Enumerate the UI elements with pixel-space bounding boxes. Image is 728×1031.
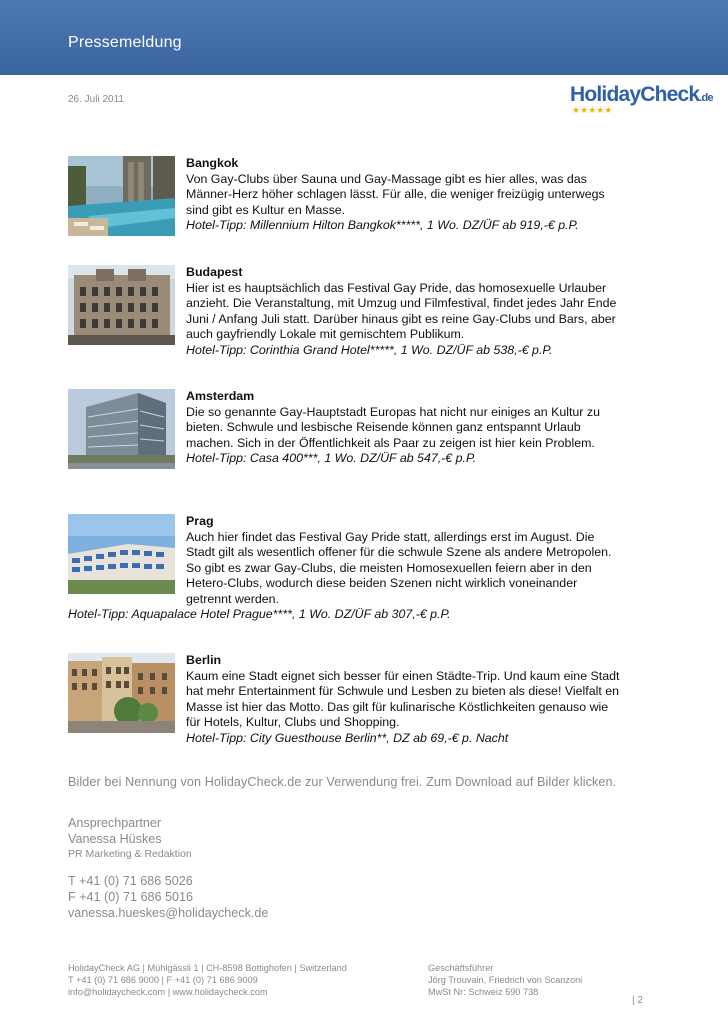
entry-title: Berlin xyxy=(186,653,222,667)
press-date: 26. Juli 2011 xyxy=(68,94,124,105)
entry-text-berlin xyxy=(186,653,666,746)
footer-links[interactable]: info@holidaycheck.com | www.holidaycheck.com xyxy=(68,987,268,997)
logo-stars-icon: ★★★★★ xyxy=(572,105,613,115)
page-title: Pressemeldung xyxy=(68,34,182,51)
entry-line: So gibt es zwar Gay-Clubs, die meisten Homosexuellen feiern aber in den xyxy=(186,560,592,575)
bangkok-photo[interactable] xyxy=(68,156,175,236)
entry-line: bieten. Schwule und lesbische Reisende können ganz entspannt Urlaub xyxy=(186,420,581,434)
footer-phone: T +41 (0) 71 686 9000 | F +41 (0) 71 686 9009 xyxy=(68,975,258,985)
entry-line: getrennt werden. xyxy=(186,591,279,606)
contact-label: Ansprechpartner xyxy=(68,816,162,830)
entry-text-bangkok xyxy=(186,156,666,234)
logo-check-text: Check xyxy=(640,83,700,106)
entry-line: Hetero-Clubs, wodurch diese beiden Szenen nicht wirklich voneinander xyxy=(186,576,578,590)
budapest-photo[interactable] xyxy=(68,265,175,345)
entry-text-amsterdam xyxy=(186,389,666,467)
entry-line: Von Gay-Clubs über Sauna und Gay-Massage gibt es hier alles, was das xyxy=(186,171,587,186)
footer-management-info xyxy=(428,962,582,998)
amsterdam-photo[interactable] xyxy=(68,389,175,469)
footer-management-names: Jörg Trouvain, Friedrich von Scanzoni xyxy=(428,975,583,985)
image-usage-note: Bilder bei Nennung von HolidayCheck.de zur Verwendung frei. Zum Download auf Bilder klicken. xyxy=(68,775,617,789)
entry-text-prag xyxy=(186,514,666,607)
entry-line: hat mehr Entertainment für Schwule und Lesben zu bieten als diese! Vielfalt en xyxy=(186,684,620,698)
contact-phone: T +41 (0) 71 686 5026 xyxy=(68,874,193,888)
entry-line: Die so genannte Gay-Hauptstadt Europas hat nicht nur einiges an Kultur zu xyxy=(186,404,600,419)
hotel-tip: Hotel-Tipp: City Guesthouse Berlin**, DZ ab 69,-€ p. Nacht xyxy=(186,730,509,745)
entry-line: für Hotels, Kultur, Clubs und Shopping. xyxy=(186,715,400,729)
contact-name: Vanessa Hüskes xyxy=(68,832,162,846)
entry-line: auch gayfriendly Lokale mit gemischtem Publikum. xyxy=(186,327,465,341)
entry-line: machen. Sich in der Öffentlichkeit als Paar zu zeigen ist hier kein Problem. xyxy=(186,435,595,450)
entry-line: Männer-Herz höher schlagen lässt. Für alle, die weniger freizügig unterwegs xyxy=(186,187,605,201)
entry-line: Auch hier findet das Festival Gay Pride statt, allerdings erst im August. Die xyxy=(186,529,595,544)
hotel-tip: Hotel-Tipp: Casa 400***, 1 Wo. DZ/ÜF ab 547,-€ p.P. xyxy=(186,451,477,465)
contact-details xyxy=(68,873,268,921)
footer-vat-number: MwSt Nr: Schweiz 590 738 xyxy=(428,987,539,997)
entry-line: Stadt gilt als wesentlich offener für die schwule Szene als andere Metropolen. xyxy=(186,545,612,559)
entry-line: Hier ist es hauptsächlich das Festival Gay Pride, das homosexuelle Urlauber xyxy=(186,280,607,295)
entry-line: anzieht. Die Veranstaltung, mit Umzug und Filmfestival, findet jedes Jahr Ende xyxy=(186,296,617,310)
entry-line: Kaum eine Stadt eignet sich besser für einen Städte-Trip. Und kaum eine Stadt xyxy=(186,668,620,683)
header-bar xyxy=(0,0,728,75)
footer-company-info xyxy=(68,962,347,998)
footer-address: HolidayCheck AG | Mühlgässli 1 | CH-8598 Bottighofen | Switzerland xyxy=(68,963,347,973)
contact-fax: F +41 (0) 71 686 5016 xyxy=(68,890,193,904)
entry-line: Juni / Anfang Juli statt. Darüber hinaus gibt es reine Gay-Clubs und Bars, aber xyxy=(186,311,616,326)
prag-photo[interactable] xyxy=(68,514,175,594)
logo-holiday-text: Holiday xyxy=(570,83,641,106)
page-number: | 2 xyxy=(632,995,643,1006)
holidaycheck-logo[interactable] xyxy=(570,83,713,118)
entry-title: Prag xyxy=(186,514,214,528)
entry-line: sind gibt es Kultur en Masse. xyxy=(186,202,346,217)
hotel-tip: Hotel-Tipp: Corinthia Grand Hotel*****, 1 Wo. DZ/ÜF ab 538,-€ p.P. xyxy=(186,342,553,357)
entry-text-budapest xyxy=(186,265,666,358)
hotel-tip: Hotel-Tipp: Millennium Hilton Bangkok*****, 1 Wo. DZ/ÜF ab 919,-€ p.P. xyxy=(186,218,579,232)
entry-title: Bangkok xyxy=(186,156,239,170)
contact-block xyxy=(68,815,192,861)
berlin-photo[interactable] xyxy=(68,653,175,733)
hotel-tip: Hotel-Tipp: Aquapalace Hotel Prague****, 1 Wo. DZ/ÜF ab 307,-€ p.P. xyxy=(68,607,451,621)
entry-line: Masse ist hier das Motto. Das gilt für kulinarische Köstlichkeiten genauso wie xyxy=(186,699,609,714)
footer-management-label: Geschäftsführer xyxy=(428,963,494,973)
entry-title: Amsterdam xyxy=(186,389,255,403)
contact-email-link[interactable]: vanessa.hueskes@holidaycheck.de xyxy=(68,906,269,920)
entry-title: Budapest xyxy=(186,265,243,279)
logo-domain-text: .de xyxy=(699,92,713,104)
contact-role: PR Marketing & Redaktion xyxy=(68,848,192,860)
